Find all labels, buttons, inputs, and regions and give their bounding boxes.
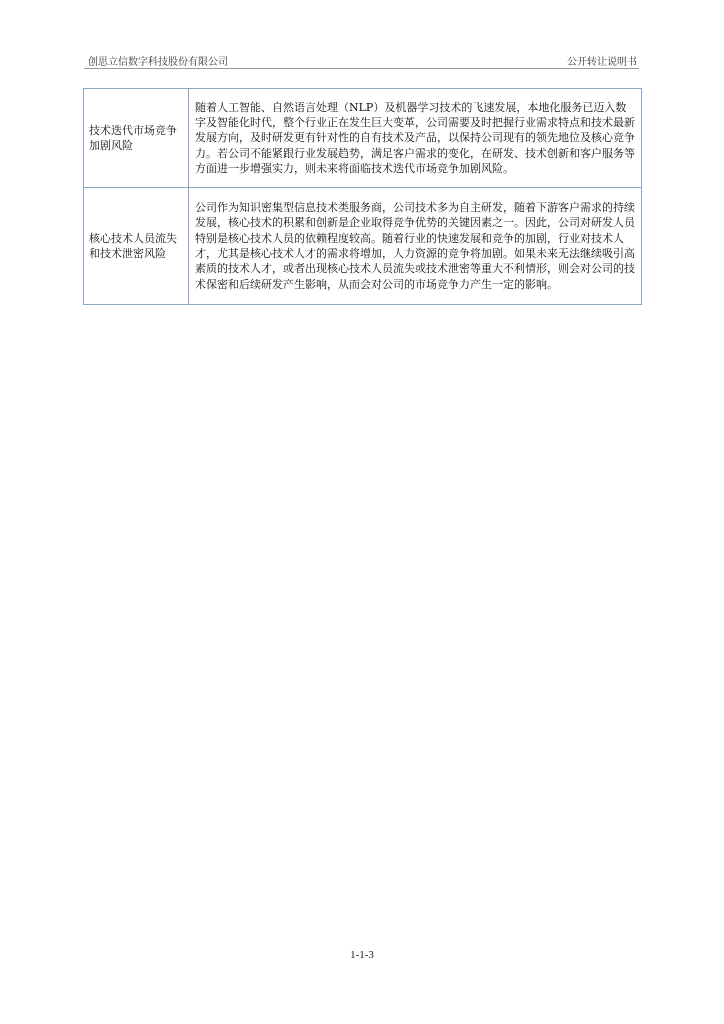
- header-divider: [84, 68, 639, 69]
- risk-description-cell: 随着人工智能、自然语言处理（NLP）及机器学习技术的飞速发展，本地化服务已迈入数字及智能化时代，整个行业正在发生巨大变革，公司需要及时把握行业需求特点和技术最新发展方向，及时研发更有针对性的自有技术及产品，以保持公司现有的领先地位及核心竞争力。若公司不能紧跟行业发展趋势，满足客户需求的变化，在研发、技术创新和客户服务等方面进一步增强实力，则未来将面临技术迭代市场竞争加剧风险。: [189, 89, 642, 188]
- table-row: [84, 89, 642, 188]
- page-header: [84, 51, 639, 69]
- document-type: 公开转让说明书: [567, 57, 637, 68]
- risk-table: [83, 88, 642, 305]
- risk-name-cell: 核心技术人员流失和技术泄密风险: [84, 188, 189, 305]
- company-name: 创思立信数字科技股份有限公司: [88, 57, 228, 68]
- risk-name-cell: 技术迭代市场竞争加剧风险: [84, 89, 189, 188]
- table-row: [84, 188, 642, 305]
- page-number: 1-1-3: [350, 949, 374, 961]
- risk-description-cell: 公司作为知识密集型信息技术类服务商，公司技术多为自主研发，随着下游客户需求的持续发展，核心技术的积累和创新是企业取得竞争优势的关键因素之一。因此，公司对研发人员特别是核心技术人员的依赖程度较高。随着行业的快速发展和竞争的加剧，行业对技术人才，尤其是核心技术人才的需求将增加，人力资源的竞争将加剧。如果未来无法继续吸引高素质的技术人才，或者出现核心技术人员流失或技术泄密等重大不利情形，则会对公司的技术保密和后续研发产生影响，从而会对公司的市场竞争力产生一定的影响。: [189, 188, 642, 305]
